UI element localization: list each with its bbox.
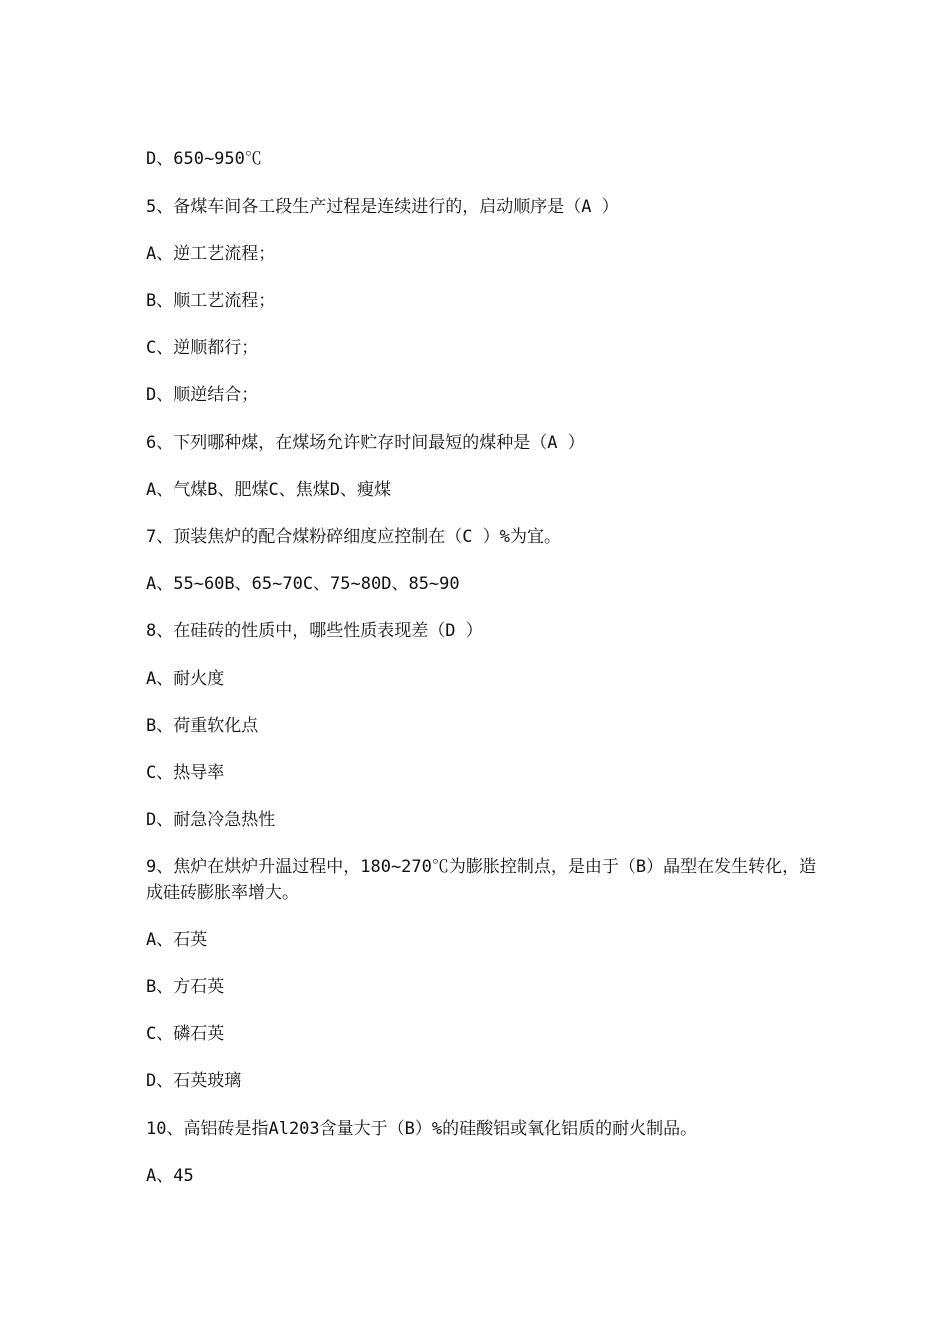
- option-c-q9: C、磷石英: [146, 1024, 225, 1044]
- option-a-q8: A、耐火度: [146, 669, 225, 689]
- option-b-q5: B、顺工艺流程；: [146, 291, 276, 311]
- option-a-q9: A、石英: [146, 930, 208, 950]
- option-d-q4: D、650~950℃: [146, 149, 262, 169]
- question-10: 10、高铝砖是指Al203含量大于（B）%的硅酸铝或氧化铝质的耐火制品。: [146, 1119, 698, 1139]
- question-5: 5、备煤车间各工段生产过程是连续进行的，启动顺序是（A ）: [146, 197, 619, 217]
- option-d-q8: D、耐急冷急热性: [146, 810, 276, 830]
- question-8: 8、在硅砖的性质中，哪些性质表现差（D ）: [146, 621, 483, 641]
- option-a-q10: A、45: [146, 1166, 194, 1186]
- option-b-q9: B、方石英: [146, 977, 225, 997]
- option-d-q9: D、石英玻璃: [146, 1071, 242, 1091]
- question-6: 6、下列哪种煤，在煤场允许贮存时间最短的煤种是（A ）: [146, 433, 585, 453]
- option-a-q5: A、逆工艺流程；: [146, 244, 276, 264]
- option-c-q5: C、逆顺都行；: [146, 338, 259, 358]
- question-9: 9、焦炉在烘炉升温过程中，180~270℃为膨胀控制点，是由于（B）晶型在发生转化，造成硅砖膨胀率增大。: [146, 857, 817, 903]
- option-b-q8: B、荷重软化点: [146, 716, 259, 736]
- option-c-q8: C、热导率: [146, 763, 225, 783]
- question-7: 7、顶装焦炉的配合煤粉碎细度应控制在（C ）%为宜。: [146, 527, 561, 547]
- options-q7: A、55~60B、65~70C、75~80D、85~90: [146, 574, 460, 594]
- option-d-q5: D、顺逆结合；: [146, 385, 259, 405]
- options-q6: A、气煤B、肥煤C、焦煤D、瘦煤: [146, 480, 391, 500]
